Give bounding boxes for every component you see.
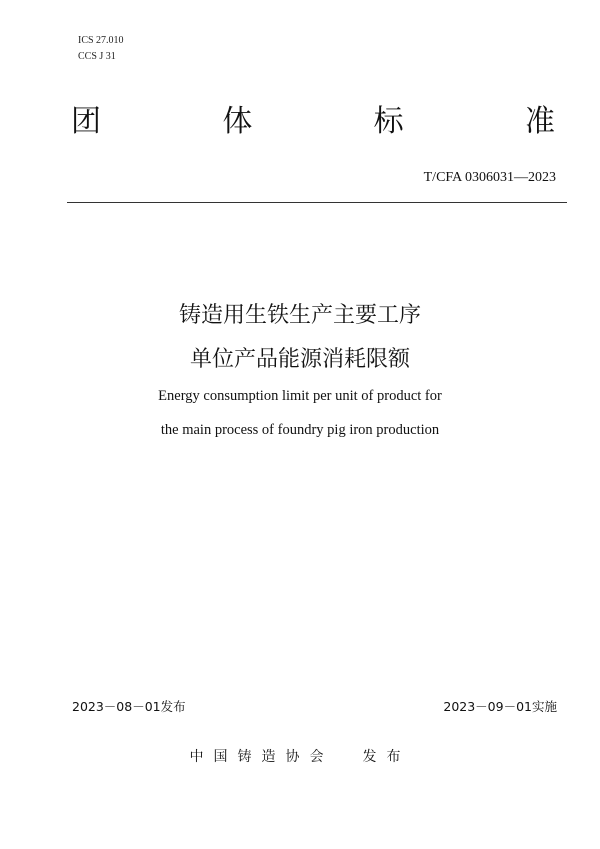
title-en-line1: Energy consumption limit per unit of product for xyxy=(158,388,442,404)
header-divider xyxy=(67,202,567,203)
title-en-line2: the main process of foundry pig iron production xyxy=(160,422,440,438)
standard-type-char: 准 xyxy=(524,104,555,139)
implementation-date: 2023－09－01实施 xyxy=(443,699,557,714)
standard-type-char: 团 xyxy=(71,104,101,139)
title-cn-line2: 单位产品能源消耗限额 xyxy=(189,347,410,372)
title-cn-line1: 铸造用生铁生产主要工序 xyxy=(178,303,421,328)
standard-type-heading xyxy=(71,102,555,142)
standard-number: T/CFA 0306031—2023 xyxy=(423,170,556,185)
standard-type-char: 标 xyxy=(373,104,404,139)
ics-code: ICS 27.010 xyxy=(78,35,124,46)
standard-type-char: 体 xyxy=(222,104,253,139)
issue-date: 2023－08－01发布 xyxy=(72,699,186,714)
classification-codes xyxy=(78,33,124,65)
ccs-code: CCS J 31 xyxy=(78,51,116,62)
issuing-organization: 中国铸造协会 发布 xyxy=(189,749,411,765)
